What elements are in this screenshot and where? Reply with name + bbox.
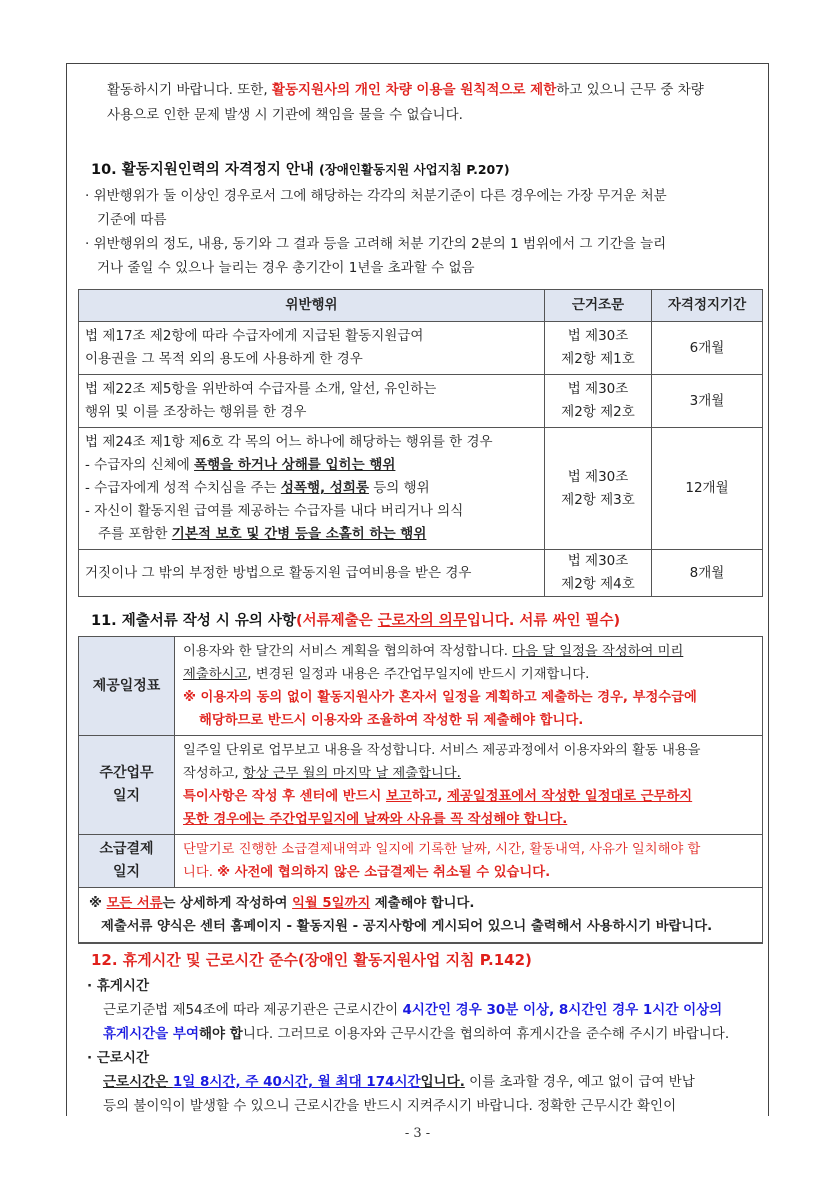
documents-table <box>78 636 763 944</box>
table-row: 소급결제 일지 단말기로 진행한 소급결제내역과 일지에 기록한 날짜, 시간, 활동내역, 사유가 일치해야 합 니다. ※ 사전에 협의하지 않은 소급결제는 취소될 수 있습니다. <box>79 835 763 888</box>
table-row: 법 제22조 제5항을 위반하여 수급자를 소개, 알선, 유인하는 행위 및 이를 조장하는 행위를 한 경우 법 제30조 제2항 제2호 3개월 <box>79 375 763 428</box>
row-label: 주간업무 일지 <box>79 736 175 835</box>
section-10-bullet: · 위반행위의 정도, 내용, 동기와 그 결과 등을 고려해 처분 기간의 2분의 1 범위에서 그 기간을 늘리 거나 줄일 수 있으나 늘리는 경우 총기간이 1년을 초과할 수 없음 <box>85 236 667 276</box>
row-label: 소급결제 일지 <box>79 835 175 888</box>
section-10-bullet: · 위반행위가 둘 이상인 경우로서 그에 해당하는 각각의 처분기준이 다른 경우에는 가장 무거운 처분 기준에 따름 <box>85 188 667 228</box>
intro-highlight: 활동지원사의 개인 차량 이용을 원칙적으로 제한 <box>271 82 557 98</box>
suspension-table <box>78 289 763 597</box>
table-row: 거짓이나 그 밖의 부정한 방법으로 활동지원 급여비용을 받은 경우 법 제30조 제2항 제4호 8개월 <box>79 550 763 597</box>
table-row: 법 제24조 제1항 제6호 각 목의 어느 하나에 해당하는 행위를 한 경우 - 수급자의 신체에 폭행을 하거나 상해를 입히는 행위 - 수급자에게 성적 수치심을 주는 성폭행, 성희롱 등의 행위 - 자신이 활동지원 급여를 제공하는 수급자를 내다 버리거나 의식 주를 포함한 기본적 보호 및 간병 등을 소홀히 하는 행위 법 제30조 제2항 제3호 12개월 <box>79 428 763 550</box>
table-row: 법 제17조 제2항에 따라 수급자에게 지급된 활동지원급여 이용권을 그 목적 외의 용도에 사용하게 한 경우 법 제30조 제2항 제1호 6개월 <box>79 322 763 375</box>
rest-heading: · 휴게시간 <box>87 978 149 994</box>
section-10-ref: (장애인활동지원 사업지침 P.207) <box>318 162 510 177</box>
section-12-body: · 휴게시간 근로기준법 제54조에 따라 제공기관은 근로시간이 4시간인 경우 30분 이상, 8시간인 경우 1시간 이상의 휴게시간을 부여해야 합니다. 그러므로 이용자와 근무시간을 협의하여 휴게시간을 준수해 주시기 바랍니다. · 근로시간 근로시간은 1일 8시간, 주 40시간, 월 최대 174시간입니다. 이를 초과할 경우, 예고 없이 급여 반납 등의 불이익이 발생할 수 있으니 근로시간을 반드시 지켜주시기 바랍니다. 정확한 근무시간 확인이 <box>87 974 753 1118</box>
table-header: 위반행위 <box>79 290 545 322</box>
intro-text: 하고 있으니 근무 중 차량 <box>556 82 704 98</box>
table-row: 제공일정표 이용자와 한 달간의 서비스 계획을 협의하여 작성합니다. 다음 달 일정을 작성하여 미리 제출하시고, 변경된 일정과 내용은 주간업무일지에 반드시 기재합니다. ※ 이용자의 동의 없이 활동지원사가 혼자서 일정을 계획하고 제출하는 경우, 부정수급에 해당하므로 반드시 이용자와 조율하여 작성한 뒤 제출해야 합니다. <box>79 637 763 736</box>
page-frame <box>66 63 769 1116</box>
intro-text: 활동하시기 바랍니다. 또한, <box>107 82 272 98</box>
intro-paragraph <box>107 78 753 128</box>
table-header: 자격정지기간 <box>652 290 763 322</box>
page-number: - 3 - <box>404 1126 431 1141</box>
table-header: 근거조문 <box>545 290 652 322</box>
section-12-title: 12. 휴게시간 및 근로시간 준수(장애인 활동지원사업 지침 P.142) <box>91 951 532 969</box>
section-10-title: 10. 활동지원인력의 자격정지 안내 (장애인활동지원 사업지침 P.207) <box>91 162 510 178</box>
intro-text: 사용으로 인한 문제 발생 시 기관에 책임을 물을 수 없습니다. <box>107 107 463 123</box>
table-row: 주간업무 일지 일주일 단위로 업무보고 내용을 작성합니다. 서비스 제공과정에서 이용자와의 활동 내용을 작성하고, 항상 근무 월의 마지막 날 제출합니다. 특이사항은 작성 후 센터에 반드시 보고하고, 제공일정표에서 작성한 일정대로 근무하지 못한 경우에는 주간업무일지에 날짜와 사유를 꼭 작성해야 합니다. <box>79 736 763 835</box>
work-heading: · 근로시간 <box>87 1050 149 1066</box>
section-11-title: 11. 제출서류 작성 시 유의 사항(서류제출은 근로자의 의무입니다. 서류 싸인 필수) <box>91 613 621 629</box>
row-label: 제공일정표 <box>79 637 175 736</box>
submission-note: ※ 모든 서류는 상세하게 작성하여 익월 5일까지 제출해야 합니다. 제출서류 양식은 센터 홈페이지 - 활동지원 - 공지사항에 게시되어 있으니 출력해서 사용하시기 바랍니다. <box>79 888 763 944</box>
